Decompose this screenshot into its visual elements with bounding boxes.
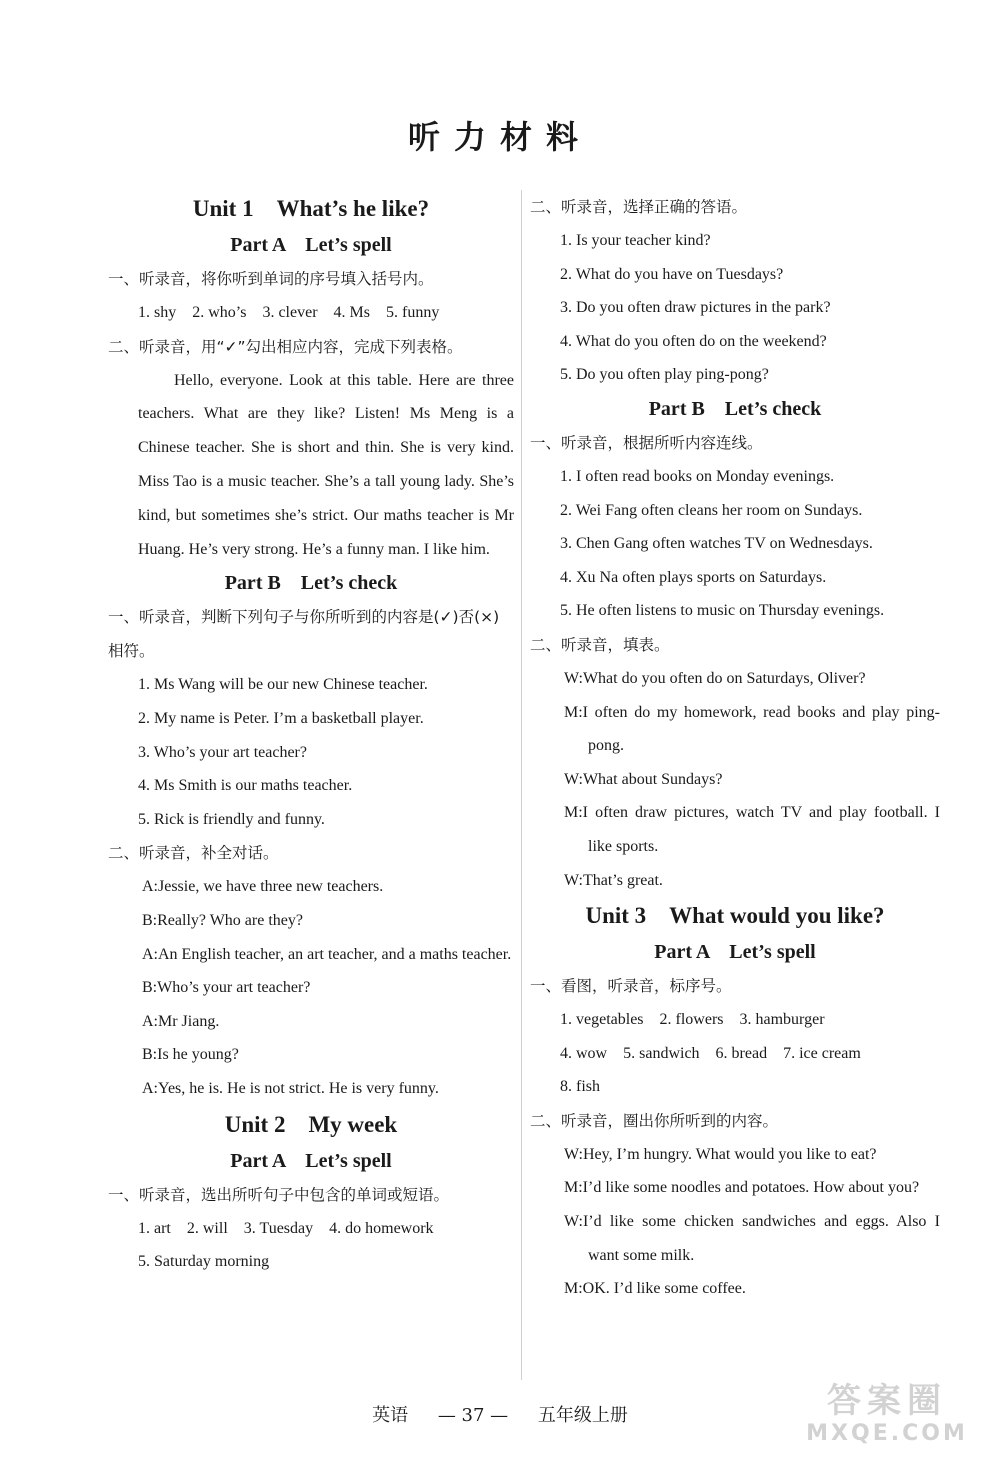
speaker: B: — [142, 979, 158, 997]
utterance: I often draw pictures, watch TV and play football. I like sports. — [582, 804, 940, 855]
left-column — [108, 190, 514, 1279]
speaker: W: — [564, 770, 583, 788]
dialog-line — [530, 864, 940, 898]
column-divider — [521, 190, 522, 1380]
u3a-question2-title: 二、听录音，圈出你所听到的内容。 — [530, 1111, 779, 1130]
list-item: 3. Chen Gang often watches TV on Wednesdays. — [560, 535, 873, 553]
dialog-line — [530, 662, 940, 696]
list-item: 4. What do you often do on the weekend? — [560, 332, 827, 350]
u1b-question1-title: 一、听录音，判断下列句子与你所听到的内容是(✓)否(×)相符。 — [108, 608, 500, 661]
dialog-line — [108, 1005, 514, 1039]
utterance: I’d like some chicken sandwiches and eggs. Also I want some milk. — [582, 1213, 940, 1264]
list-item: 2. Wei Fang often cleans her room on Sundays. — [560, 501, 863, 519]
speaker: A: — [142, 945, 158, 963]
u1b-question2-title: 二、听录音，补全对话。 — [108, 844, 279, 863]
dialog-line — [530, 1138, 940, 1172]
right-column — [530, 190, 940, 1306]
unit1-part-a-title: Part A Let’s spell — [230, 234, 392, 256]
list-item: 1. I often read books on Monday evenings. — [560, 467, 835, 485]
utterance: Mr Jiang. — [158, 1012, 220, 1030]
speaker: A: — [142, 1079, 158, 1097]
watermark-text: 答案圈 — [827, 1381, 947, 1421]
speaker: W: — [564, 1213, 583, 1231]
speaker: M: — [564, 1280, 583, 1298]
unit2-part-b-title: Part B Let’s check — [648, 397, 822, 420]
site-watermark-logo — [802, 1381, 972, 1451]
speaker: B: — [142, 1046, 158, 1064]
u3a-question1-words-line3: 8. fish — [560, 1078, 600, 1096]
utterance: What about Sundays? — [582, 770, 723, 788]
utterance: What do you often do on Saturdays, Oliver? — [582, 669, 866, 687]
dialog-line — [108, 938, 514, 972]
unit1-part-b-title: Part B Let’s check — [224, 572, 398, 595]
utterance: I’d like some noodles and potatoes. How about you? — [582, 1179, 920, 1197]
u3a-question1-words-line2: 4. wow 5. sandwich 6. bread 7. ice cream — [560, 1044, 861, 1062]
utterance: Yes, he is. He is not strict. He is very funny. — [158, 1079, 439, 1097]
list-item: 2. My name is Peter. I’m a basketball player. — [138, 709, 424, 727]
speaker: M: — [564, 703, 583, 721]
dialog-line — [108, 904, 514, 938]
u2a-question1-words-line1: 1. art 2. will 3. Tuesday 4. do homework — [138, 1219, 434, 1237]
u1a-question2-title: 二、听录音，用“✓”勾出相应内容，完成下列表格。 — [108, 337, 463, 356]
unit3-part-a-title: Part A Let’s spell — [654, 941, 816, 964]
dialog-line — [530, 763, 940, 797]
list-item: 5. Rick is friendly and funny. — [138, 810, 325, 828]
utterance: I often do my homework, read books and play ping-pong. — [582, 703, 940, 755]
dialog-line — [530, 1272, 940, 1306]
u3a-question1-title: 一、看图，听录音，标序号。 — [530, 977, 732, 996]
utterance: Hey, I’m hungry. What would you like to eat? — [582, 1145, 877, 1163]
list-item: 4. Ms Smith is our maths teacher. — [138, 777, 353, 795]
dialog-line — [108, 1038, 514, 1072]
list-item: 5. Do you often play ping-pong? — [560, 366, 769, 384]
dialog-line — [530, 796, 940, 863]
u2a-question1-title: 一、听录音，选出所听句子中包含的单词或短语。 — [108, 1185, 450, 1204]
u2b-question1-title: 一、听录音，根据所听内容连线。 — [530, 433, 763, 452]
footer-subject: 英语 — [372, 1405, 409, 1426]
utterance: Is he young? — [157, 1046, 239, 1064]
list-item: 2. What do you have on Tuesdays? — [560, 265, 784, 283]
speaker: M: — [564, 804, 583, 822]
speaker: W: — [564, 669, 583, 687]
list-item: 1. Ms Wang will be our new Chinese teacher. — [138, 676, 428, 694]
utterance: That’s great. — [582, 871, 663, 889]
dialog-line — [108, 971, 514, 1005]
watermark-url: MXQE.COM — [806, 1421, 968, 1446]
dialog-line — [530, 1205, 940, 1272]
speaker: W: — [564, 1145, 583, 1163]
page-title: 听力材料 — [407, 118, 592, 156]
utterance: An English teacher, an art teacher, and a maths teacher. — [158, 945, 512, 963]
utterance: Who’s your art teacher? — [157, 979, 311, 997]
unit3-title: Unit 3 What would you like? — [585, 903, 885, 929]
speaker: A: — [142, 1012, 158, 1030]
list-item: 4. Xu Na often plays sports on Saturdays. — [560, 568, 827, 586]
footer-grade: 五年级上册 — [537, 1405, 628, 1426]
speaker: M: — [564, 1179, 583, 1197]
u3a-question1-words-line1: 1. vegetables 2. flowers 3. hamburger — [560, 1011, 825, 1029]
list-item: 3. Who’s your art teacher? — [138, 743, 307, 761]
unit2-title: Unit 2 My week — [224, 1111, 398, 1137]
list-item: 1. Is your teacher kind? — [560, 232, 711, 249]
utterance: Jessie, we have three new teachers. — [158, 878, 384, 896]
dialog-line — [530, 1171, 940, 1205]
unit2-part-a-title: Part A Let’s spell — [230, 1149, 392, 1172]
u1a-question1-words: 1. shy 2. who’s 3. clever 4. Ms 5. funny — [138, 304, 440, 321]
utterance: OK. I’d like some coffee. — [582, 1280, 746, 1298]
u1a-question1-title: 一、听录音，将你听到单词的序号填入括号内。 — [108, 270, 434, 288]
utterance: Really? Who are they? — [157, 911, 303, 929]
list-item: 3. Do you often draw pictures in the park? — [560, 299, 831, 317]
speaker: W: — [564, 871, 583, 889]
u2b-question2-title: 二、听录音，填表。 — [530, 635, 670, 654]
dialog-line — [530, 696, 940, 763]
list-item: 5. He often listens to music on Thursday evenings. — [560, 602, 885, 620]
u2a-question2-title: 二、听录音，选择正确的答语。 — [530, 198, 748, 216]
u1a-question2-passage: Hello, everyone. Look at this table. Here are three teachers. What are they like? Listen! Ms Meng is a Chinese teacher. She is short and thin. She is very kind. Miss Tao is a music teacher. She’s a tall young lady. She’s kind, but sometimes she’s strict. Our maths teacher is Mr Huang. He’s very strong. He’s a funny man. I like him. — [138, 371, 514, 558]
u2a-question1-words-line2: 5. Saturday morning — [138, 1253, 270, 1271]
unit1-title: Unit 1 What’s he like? — [192, 196, 430, 221]
footer-page-number: — 37 — — [437, 1405, 509, 1426]
dialog-line — [108, 1072, 514, 1106]
speaker: B: — [142, 911, 158, 929]
speaker: A: — [142, 878, 158, 896]
dialog-line — [108, 870, 514, 904]
